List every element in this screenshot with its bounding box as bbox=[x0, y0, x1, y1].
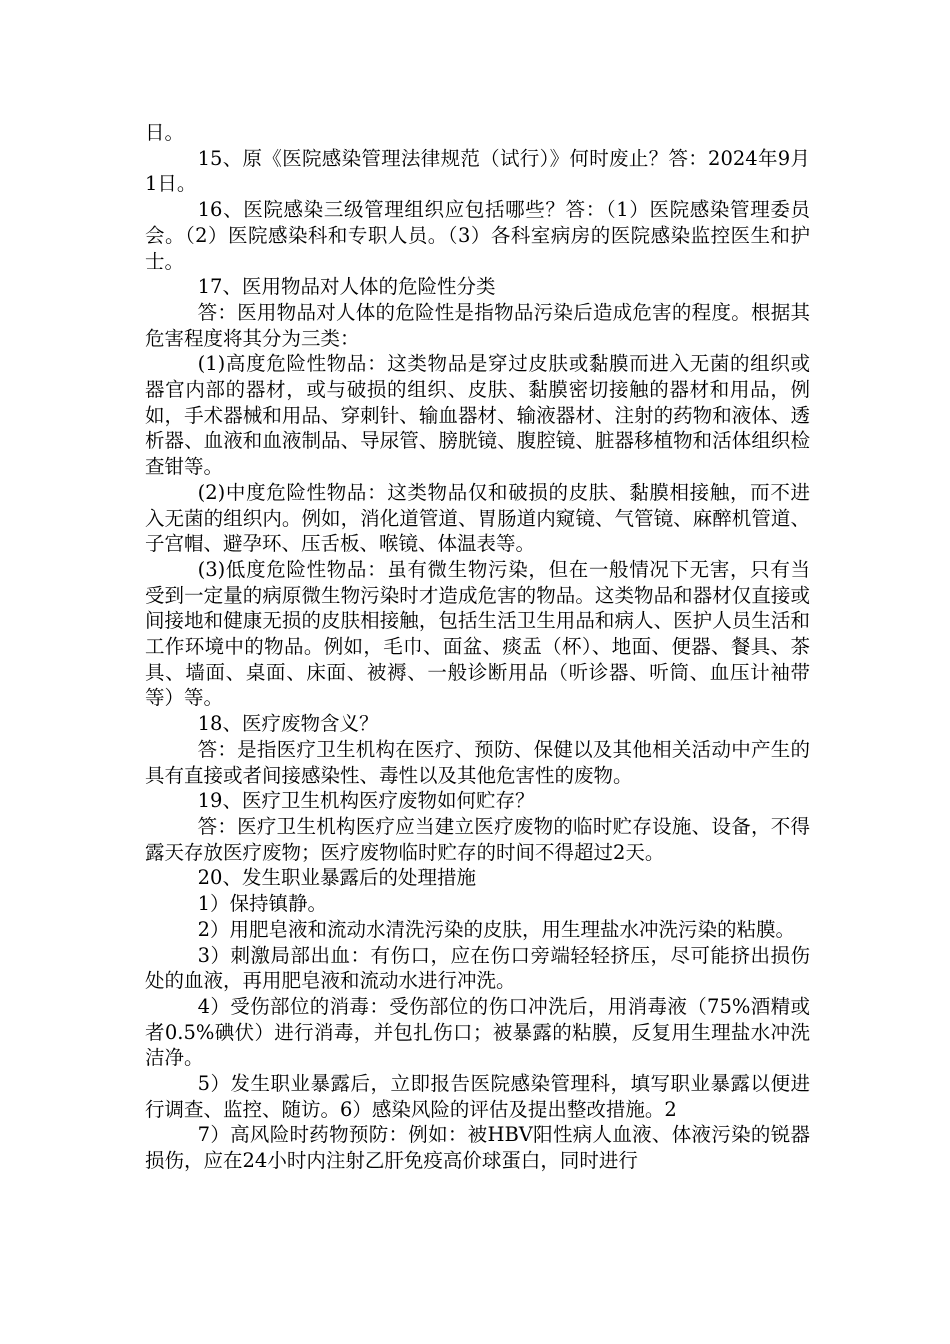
paragraph: 日。 bbox=[145, 121, 185, 144]
list-item: (1)高度危险性物品：这类物品是穿过皮肤或黏膜而进入无菌的组织或器官内部的器材，或与破损的组织、皮肤、黏膜密切接触的器材和用品，例如，手术器械和用品、穿刺针、输血器材、输液器材、注射的药物和液体、透析器、血液和血液制品、导尿管、膀胱镜、腹腔镜、脏器移植物和活体组织检查钳等。 bbox=[145, 352, 810, 479]
list-item: 2）用肥皂液和流动水清洗污染的皮肤，用生理盐水冲洗污染的粘膜。 bbox=[197, 917, 796, 941]
paragraph: 答：医疗卫生机构医疗应当建立医疗废物的临时贮存设施、设备，不得露天存放医疗废物；医疗废物临时贮存的时间不得超过2天。 bbox=[145, 814, 810, 864]
paragraph: 答：是指医疗卫生机构在医疗、预防、保健以及其他相关活动中产生的具有直接或者间接感染性、毒性以及其他危害性的废物。 bbox=[145, 737, 810, 787]
document-page bbox=[145, 120, 810, 1174]
list-item: 7）高风险时药物预防：例如：被HBV阳性病人血液、体液污染的锐器损伤，应在24小时内注射乙肝免疫高价球蛋白，同时进行 bbox=[145, 1123, 810, 1173]
section-heading: 20、发生职业暴露后的处理措施 bbox=[197, 866, 476, 890]
paragraph: 答：医用物品对人体的危险性是指物品污染后造成危害的程度。根据其危害程度将其分为三类： bbox=[145, 300, 810, 350]
section-heading: 18、医疗废物含义？ bbox=[197, 712, 379, 736]
list-item: 3）刺激局部出血：有伤口，应在伤口旁端轻轻挤压，尽可能挤出损伤处的血液，再用肥皂液和流动水进行冲洗。 bbox=[145, 943, 810, 993]
section-heading: 19、医疗卫生机构医疗废物如何贮存？ bbox=[197, 789, 535, 813]
list-item: 1）保持镇静。 bbox=[197, 892, 328, 916]
paragraph: 16、医院感染三级管理组织应包括哪些？答：（1）医院感染管理委员会。（2）医院感染科和专职人员。（3）各科室病房的医院感染监控医生和护士。 bbox=[145, 198, 810, 273]
list-item: (3)低度危险性物品：虽有微生物污染，但在一般情况下无害，只有当受到一定量的病原微生物污染时才造成危害的物品。这类物品和器材仅直接或间接地和健康无损的皮肤相接触，包括生活卫生用品和病人、医护人员生活和工作环境中的物品。例如，毛巾、面盆、痰盂（杯）、地面、便器、餐具、茶具、墙面、桌面、床面、被褥、一般诊断用品（听诊器、听筒、血压计袖带等）等。 bbox=[145, 557, 810, 710]
list-item: (2)中度危险性物品：这类物品仅和破损的皮肤、黏膜相接触，而不进入无菌的组织内。例如，消化道管道、胃肠道内窥镜、气管镜、麻醉机管道、子宫帽、避孕环、压舌板、喉镜、体温表等。 bbox=[145, 480, 810, 556]
paragraph: 15、原《医院感染管理法律规范（试行）》何时废止？答：2024年9月1日。 bbox=[145, 146, 810, 196]
list-item: 5）发生职业暴露后，立即报告医院感染管理科，填写职业暴露以便进行调查、监控、随访。6）感染风险的评估及提出整改措施。2 bbox=[145, 1072, 810, 1121]
list-item: 4）受伤部位的消毒：受伤部位的伤口冲洗后，用消毒液（75%酒精或者0.5%碘伏）进行消毒，并包扎伤口；被暴露的粘膜，反复用生理盐水冲洗洁净。 bbox=[145, 994, 810, 1070]
section-heading: 17、医用物品对人体的危险性分类 bbox=[197, 275, 496, 299]
